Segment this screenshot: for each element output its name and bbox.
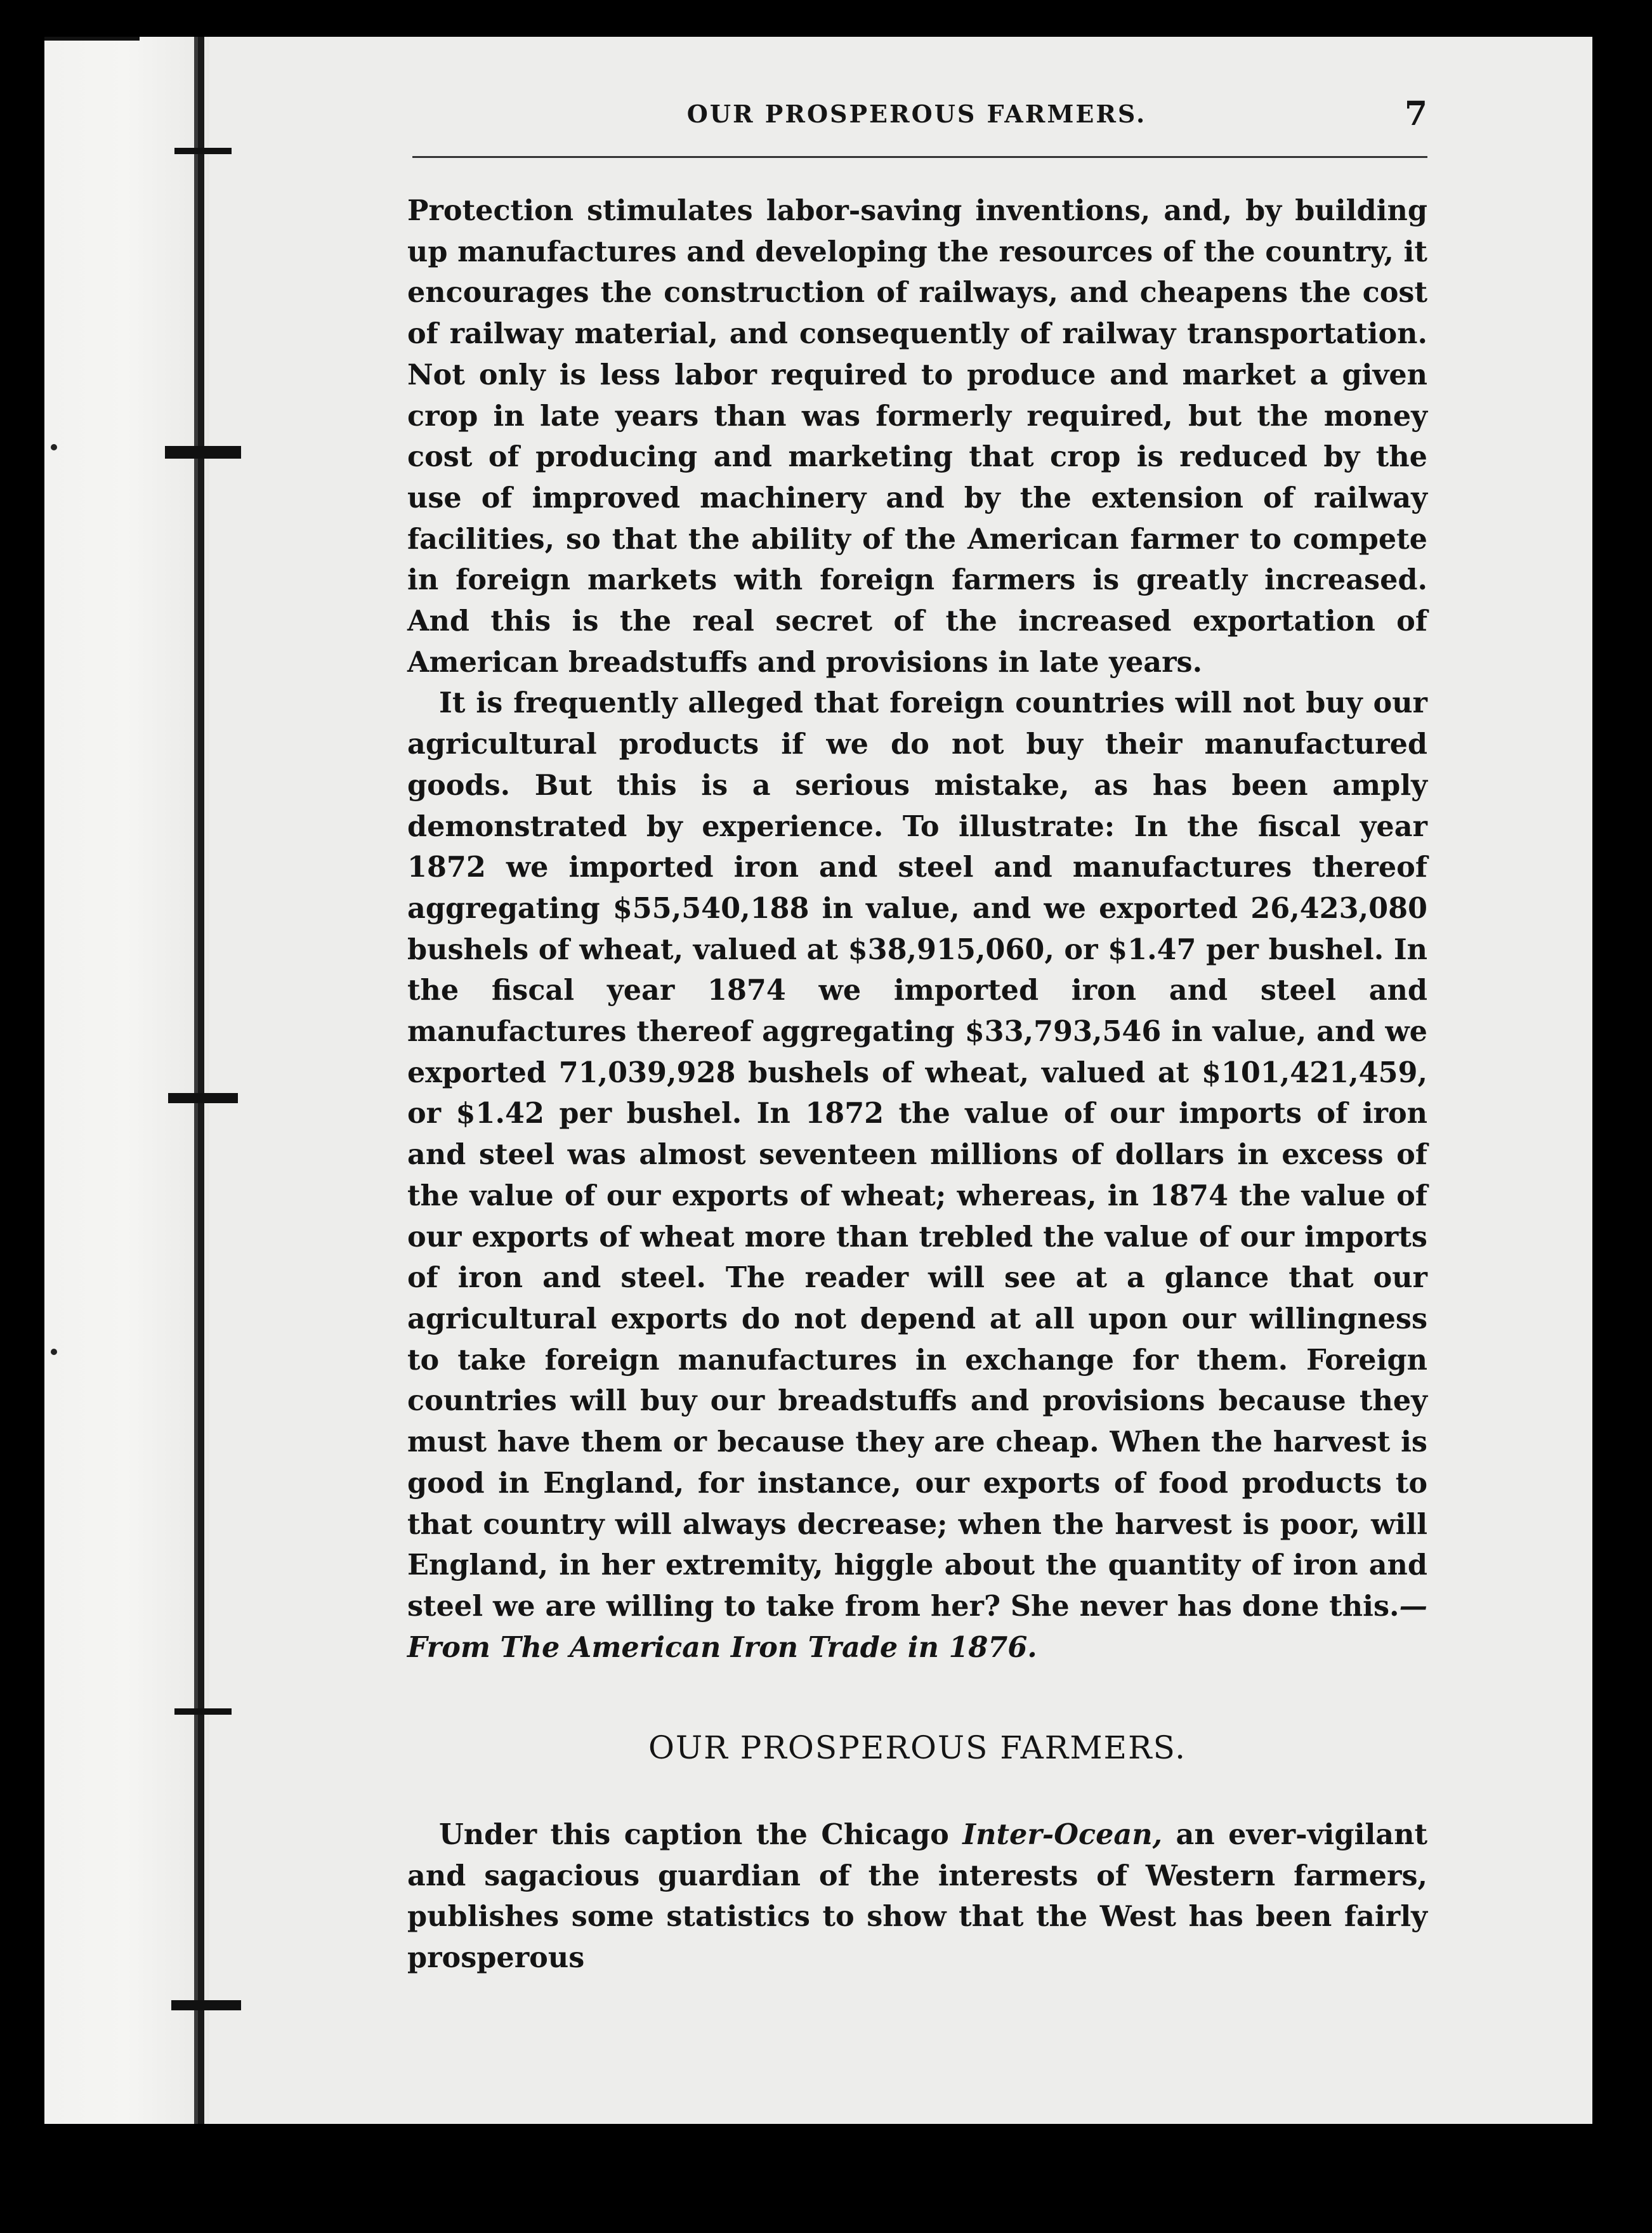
scanned-page (44, 37, 1592, 2124)
intro-text-continued: an ever-vigilant and sagacious guardian of the interests of Western farmers, publishes some statistics to show that the West has been fairly prosperous (407, 1818, 1427, 1975)
intro-text: Under this caption the Chicago (439, 1818, 963, 1851)
running-title: OUR PROSPEROUS FARMERS. (686, 100, 1147, 128)
newspaper-name: Inter-Ocean, (962, 1818, 1163, 1851)
binding-stitch (168, 1093, 238, 1103)
binding-stitch (171, 2000, 241, 2010)
paragraph (407, 190, 1427, 683)
paragraph-text: Protection stimulates labor-saving inventions, and, by building up manufactures and developing the resources of the country, it encourages the construction of railways, and cheapens the cost of railway material, and consequently of railway transportation. Not only is less labor required to produce and market a given crop in late years than was formerly required, but the money cost of producing and marketing that crop is reduced by the use of improved machinery and by the extension of railway facilities, so that the ability of the American farmer to compete in foreign markets with foreign farmers is greatly increased. And this is the real secret of the increased exportation of American breadstuffs and provisions in late years. (407, 194, 1427, 679)
binding-top-edge (44, 37, 140, 41)
binding-speck (51, 1349, 57, 1355)
paragraph (407, 1814, 1427, 1979)
citation: —From The American Iron Trade in 1876. (407, 1589, 1427, 1664)
section-body (407, 1814, 1427, 1979)
running-header (406, 89, 1427, 140)
header-rule (412, 156, 1427, 158)
page-number: 7 (1404, 95, 1427, 133)
section-title: OUR PROSPEROUS FARMERS. (648, 1729, 1187, 1766)
book-binding (44, 37, 209, 2124)
binding-stitch (174, 1708, 232, 1715)
binding-thread (194, 37, 198, 2124)
article-body (407, 190, 1427, 1668)
binding-speck (51, 444, 57, 450)
paragraph (407, 683, 1427, 1668)
binding-stitch (165, 446, 241, 459)
paragraph-text: It is frequently alleged that foreign countries will not buy our agricultural products if we do not buy their manufactured goods. But this is a serious mistake, as has been amply demonstrated by experience. To illustrate: In the fiscal year 1872 we imported iron and steel and manufactures thereof aggregating $55,540,188 in value, and we exported 26,423,080 bushels of wheat, valued at $38,915,060, or $1.47 per bushel. In the fiscal year 1874 we imported iron and steel and manufactures thereof aggregating $33,793,546 in value, and we exported 71,039,928 bushels of wheat, valued at $101,421,459, or $1.42 per bushel. In 1872 the value of our imports of iron and steel was almost seventeen millions of dollars in excess of the value of our exports of wheat; whereas, in 1874 the value of our exports of wheat more than trebled the value of our imports of iron and steel. The reader will see at a glance that our agricultural exports do not depend at all upon our willingness to take foreign manufactures in exchange for them. Foreign countries will buy our breadstuffs and provisions because they must have them or because they are cheap. When the harvest is good in England, for instance, our exports of food products to that country will always decrease; when the harvest is poor, will England, in her extremity, higgle about the quantity of iron and steel we are willing to take from her? She never has done this. (407, 686, 1427, 1623)
binding-stitch (174, 148, 232, 154)
